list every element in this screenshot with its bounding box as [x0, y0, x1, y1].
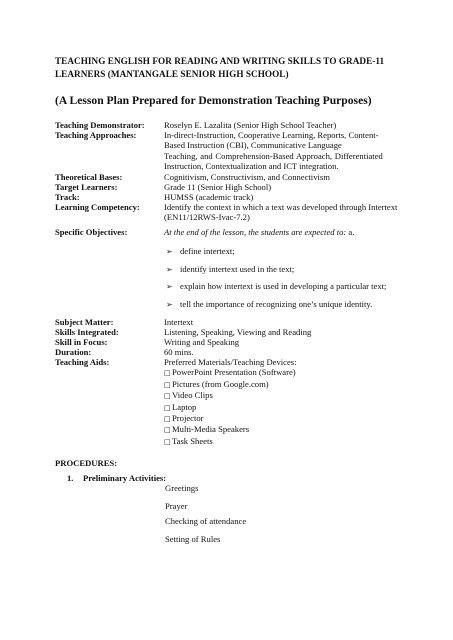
objective-item [166, 264, 294, 275]
approaches-line: Instruction, Contextualization and ICT integration. [164, 161, 339, 172]
aid-item [164, 436, 404, 447]
bases-label: Theoretical Bases: [55, 172, 123, 182]
checkbox-icon: □ [164, 415, 171, 424]
bullet-arrow-icon: ➢ [166, 247, 173, 256]
competency-label: Learning Competency: [55, 202, 140, 212]
competency-line: Identify the context in which a text was developed through Intertext [164, 202, 398, 212]
activity-item: Greetings [165, 483, 199, 493]
objective-text: explain how intertext is used in developing a particular text; [180, 281, 387, 291]
duration-value: 60 mins. [164, 347, 194, 357]
skills-value: Listening, Speaking, Viewing and Reading [164, 327, 312, 337]
aid-text: Projector [172, 413, 204, 424]
duration-label: Duration: [55, 347, 92, 357]
aid-item [164, 424, 404, 435]
document-subtitle: (A Lesson Plan Prepared for Demonstration Teaching Purposes) [55, 94, 372, 107]
demonstrator-value: Roselyn E. Lazalita (Senior High School Teacher) [164, 120, 337, 130]
prelim-number: 1. [67, 473, 74, 483]
aid-item [164, 367, 404, 378]
checkbox-icon: □ [164, 392, 171, 401]
competency-value [164, 202, 409, 223]
objective-text: tell the importance of recognizing one’s unique identity. [180, 299, 373, 309]
prelim-label: Preliminary Activities: [83, 473, 167, 483]
objective-text: define intertext; [180, 246, 235, 256]
demonstrator-label: Teaching Demonstrator: [55, 120, 145, 130]
aids-intro: Preferred Materials/Teaching Devices: [164, 357, 297, 367]
bullet-arrow-icon: ➢ [166, 282, 173, 291]
aid-text: Task Sheets [172, 435, 213, 446]
aid-text: Multi-Media Speakers [172, 424, 250, 435]
activity-item: Checking of attendance [165, 516, 247, 526]
subject-value: Intertext [164, 317, 194, 327]
aid-text: PowerPoint Presentation (Software) [172, 367, 296, 378]
aid-text: Video Clips [172, 390, 213, 401]
checkbox-icon: □ [164, 437, 171, 446]
aid-item [164, 390, 404, 401]
skills-label: Skills Integrated: [55, 327, 119, 337]
checkbox-icon: □ [164, 369, 171, 378]
objectives-intro [164, 227, 404, 237]
document-title: TEACHING ENGLISH FOR READING AND WRITING SKILLS TO GRADE-11 LEARNERS (MANTANGALE SENIOR HIGH SCHOOL) [55, 56, 385, 79]
objective-item [166, 299, 372, 310]
aids-label: Teaching Aids: [55, 357, 110, 367]
bullet-arrow-icon: ➢ [166, 265, 173, 274]
approaches-value [164, 130, 409, 172]
objectives-label: Specific Objectives: [55, 227, 128, 237]
focus-label: Skill in Focus: [55, 337, 108, 347]
preliminary-activities-heading [67, 473, 166, 483]
aid-item [164, 379, 404, 390]
approaches-line: Based Instruction (CBI), Communicative Language [164, 140, 342, 151]
objectives-intro-suffix: a. [348, 227, 355, 237]
approaches-line: Teaching, and Comprehension-Based Approach, Differentiated [164, 150, 383, 161]
bases-value: Cognitivism, Constructivism, and Connectivism [164, 172, 330, 182]
objective-item [166, 281, 386, 292]
subject-label: Subject Matter: [55, 317, 114, 327]
objective-item [166, 246, 235, 257]
aid-item [164, 402, 404, 413]
aid-text: Pictures (from Google.com) [172, 378, 269, 389]
checkbox-icon: □ [164, 426, 171, 435]
aid-item [164, 413, 404, 424]
aid-text: Laptop [172, 401, 197, 412]
track-label: Track: [55, 192, 80, 202]
track-value: HUMSS (academic track) [164, 192, 254, 202]
learners-label: Target Learners: [55, 182, 118, 192]
aids-list [164, 357, 404, 447]
procedures-heading: PROCEDURES: [55, 458, 118, 468]
activity-item: Prayer [165, 501, 188, 511]
bullet-arrow-icon: ➢ [166, 300, 173, 309]
checkbox-icon: □ [164, 380, 171, 389]
approaches-line: In-direct-Instruction, Cooperative Learning, Reports, Content- [164, 130, 379, 140]
competency-line: (EN11/12RWS-Ivac-7.2) [164, 212, 250, 223]
approaches-label: Teaching Approaches: [55, 130, 137, 140]
checkbox-icon: □ [164, 403, 171, 412]
objectives-intro-text: At the end of the lesson, the students are expected to: [164, 227, 347, 237]
learners-value: Grade 11 (Senior High School) [164, 182, 272, 192]
activity-item: Setting of Rules [165, 534, 221, 544]
focus-value: Writing and Speaking [164, 337, 240, 347]
objective-text: identify intertext used in the text; [180, 264, 295, 274]
